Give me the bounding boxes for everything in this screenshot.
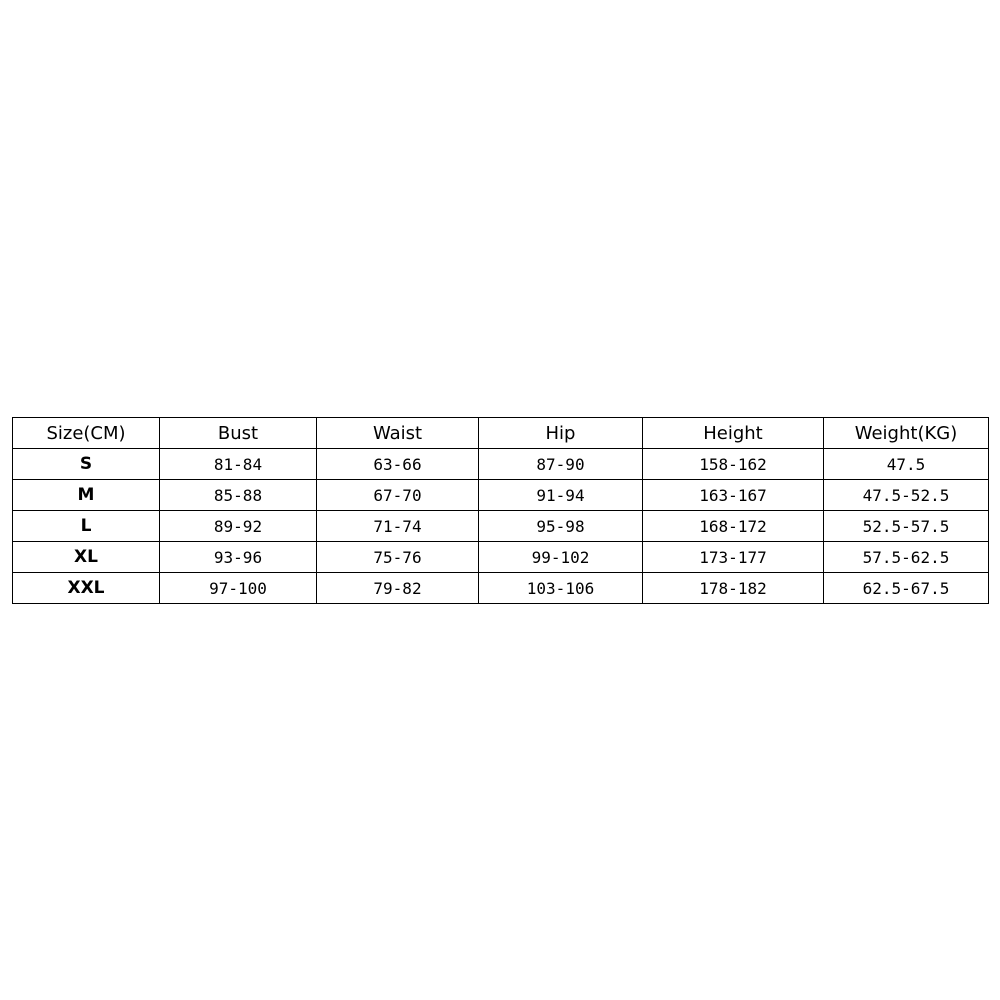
height-cell: 158-162	[643, 449, 824, 480]
hip-cell: 103-106	[479, 573, 643, 604]
height-cell: 173-177	[643, 542, 824, 573]
weight-cell: 62.5-67.5	[824, 573, 989, 604]
size-cell: M	[13, 480, 160, 511]
header-hip: Hip	[479, 418, 643, 449]
size-cell: XL	[13, 542, 160, 573]
header-height: Height	[643, 418, 824, 449]
header-row	[13, 418, 989, 449]
size-chart-table	[12, 417, 989, 604]
weight-cell: 57.5-62.5	[824, 542, 989, 573]
size-cell: L	[13, 511, 160, 542]
table-row	[13, 542, 989, 573]
header-size: Size(CM)	[13, 418, 160, 449]
height-cell: 178-182	[643, 573, 824, 604]
hip-cell: 87-90	[479, 449, 643, 480]
table-row	[13, 573, 989, 604]
height-cell: 163-167	[643, 480, 824, 511]
waist-cell: 75-76	[317, 542, 479, 573]
height-cell: 168-172	[643, 511, 824, 542]
weight-cell: 47.5-52.5	[824, 480, 989, 511]
table-row	[13, 511, 989, 542]
hip-cell: 99-102	[479, 542, 643, 573]
waist-cell: 67-70	[317, 480, 479, 511]
bust-cell: 85-88	[160, 480, 317, 511]
header-bust: Bust	[160, 418, 317, 449]
size-cell: S	[13, 449, 160, 480]
hip-cell: 91-94	[479, 480, 643, 511]
size-cell: XXL	[13, 573, 160, 604]
hip-cell: 95-98	[479, 511, 643, 542]
bust-cell: 81-84	[160, 449, 317, 480]
bust-cell: 89-92	[160, 511, 317, 542]
waist-cell: 63-66	[317, 449, 479, 480]
header-waist: Waist	[317, 418, 479, 449]
bust-cell: 93-96	[160, 542, 317, 573]
weight-cell: 52.5-57.5	[824, 511, 989, 542]
table-row	[13, 480, 989, 511]
header-weight: Weight(KG)	[824, 418, 989, 449]
waist-cell: 79-82	[317, 573, 479, 604]
bust-cell: 97-100	[160, 573, 317, 604]
waist-cell: 71-74	[317, 511, 479, 542]
weight-cell: 47.5	[824, 449, 989, 480]
table-row	[13, 449, 989, 480]
